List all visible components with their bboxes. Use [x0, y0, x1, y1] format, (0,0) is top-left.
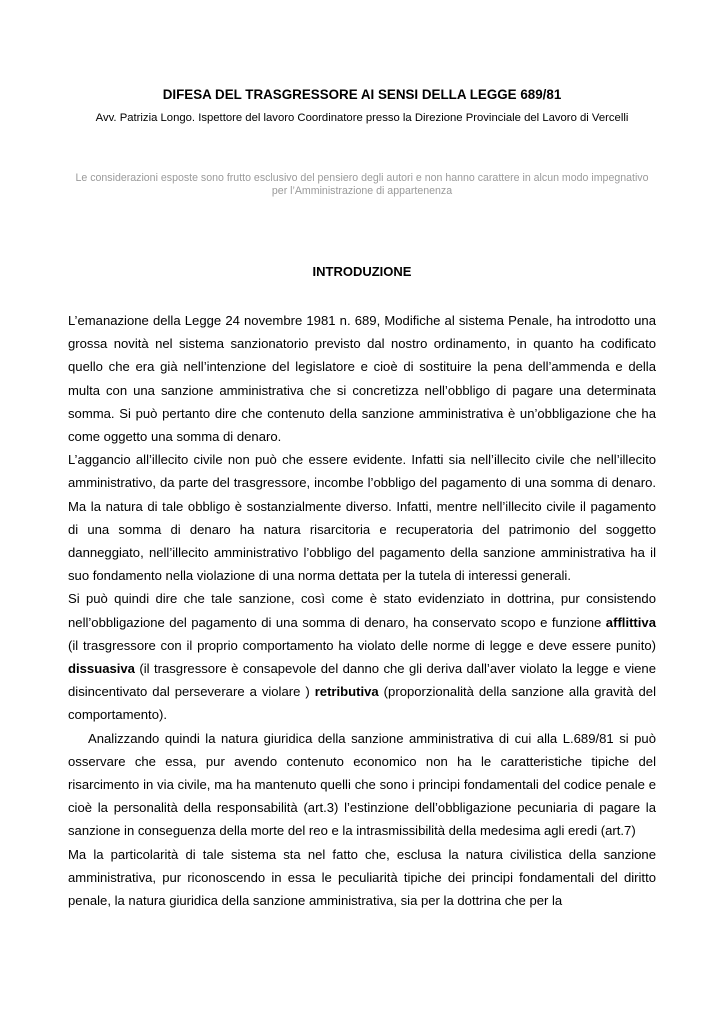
paragraph-5: Ma la particolarità di tale sistema sta nel fatto che, esclusa la natura civilistica della sanzione amministrativa, pur riconoscendo in essa le peculiarità tipiche dei principi fondamentali del diritto penale, la natura giuridica della sanzione amministrativa, sia per la dottrina che per la: [68, 846, 656, 909]
paragraph-4: Analizzando quindi la natura giuridica della sanzione amministrativa di cui alla L.689/81 si può osservare che essa, pur avendo contenuto economico non ha le caratteristiche tipiche del risarcimento in via civile, ma ha mantenuto quelli che sono i principi fondamentali del codice penale e cioè la personalità della responsabilità (art.3) l’estinzione dell’obbligazione pecuniaria di pagare la sanzione in conseguenza della morte del reo e la intrasmissibilità della medesima agli eredi (art.7): [68, 730, 656, 839]
paragraph-3-text-a: Si può quindi dire che tale sanzione, così come è stato evidenziato in dottrina, pur consistendo nell’obbligazione del pagamento di una somma di denaro, ha conservato scopo e funzione: [68, 591, 656, 630]
paragraph-3-text-e: (proporzionalità della sanzione alla gravità del comportamento).: [68, 684, 656, 723]
paragraph-3-text-d: (il trasgressore è consapevole del danno che gli deriva dall’aver violato la legge e viene disincentivato dal perseverare a violare ): [68, 661, 656, 700]
term-retributiva: retributiva: [314, 684, 379, 700]
paragraph-2: L’aggancio all’illecito civile non può che essere evidente. Infatti sia nell’illecito civile che nell’illecito amministrativo, da parte del trasgressore, incombe l’obbligo del pagamento di una somma di denaro. Ma la natura di tale obbligo è sostanzialmente diverso. Infatti, mentre nell’illecito civile il pagamento di una somma di denaro ha natura risarcitoria e recuperatoria del patrimonio del soggetto danneggiato, nell’illecito amministrativo l’obbligo del pagamento della sanzione amministrativa ha il suo fondamento nella violazione di una norma dettata per la tutela di interessi generali.: [68, 452, 656, 584]
author-line: Avv. Patrizia Longo. Ispettore del lavoro Coordinatore presso la Direzione Provinciale del Lavoro di Vercelli: [95, 112, 629, 124]
paragraph-3-text-c: (il trasgressore con il proprio comportamento ha violato delle norme di legge e deve essere punito): [68, 637, 656, 653]
disclaimer-note: Le considerazioni esposte sono frutto esclusivo del pensiero degli autori e non hanno carattere in alcun modo impegnativo per l’Amministrazione di appartenenza: [75, 172, 649, 197]
section-heading: INTRODUZIONE: [312, 264, 412, 279]
paragraph-1: L’emanazione della Legge 24 novembre 1981 n. 689, Modifiche al sistema Penale, ha introdotto una grossa novità nel sistema sanzionatorio previsto dal nostro ordinamento, in quanto ha codificato quello che era già nell’intenzione del legislatore e cioè di sostituire la pena dell’ammenda e della multa con una sanzione amministrativa che si concretizza nell’obbligo di pagare una determinata somma. Si può pertanto dire che contenuto della sanzione amministrativa è un’obbligazione che ha come oggetto una somma di denaro.: [68, 313, 656, 445]
term-afflittiva: afflittiva: [605, 614, 656, 630]
paragraph-3: [68, 587, 656, 726]
term-dissuasiva: dissuasiva: [68, 661, 135, 677]
document-title: DIFESA DEL TRASGRESSORE AI SENSI DELLA LEGGE 689/81: [162, 87, 562, 102]
body-text: [68, 309, 656, 912]
